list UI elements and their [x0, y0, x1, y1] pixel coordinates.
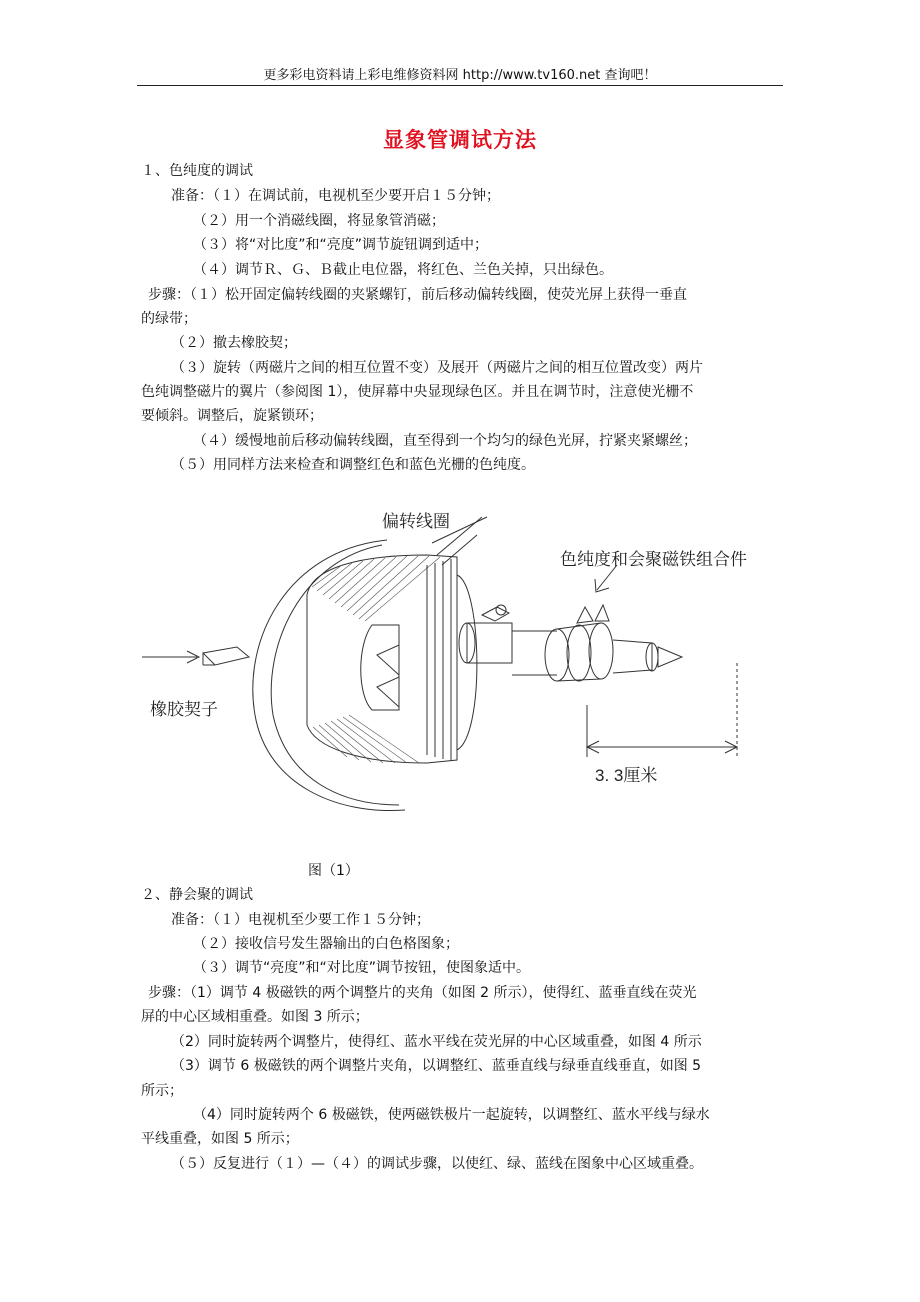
label-deflection-coil: 偏转线圈	[382, 512, 450, 531]
section1-prep-2: （２）用一个消磁线圈，将显象管消磁；	[193, 213, 445, 229]
section2-step-3a: （3）调节 6 极磁铁的两个调整片夹角，以调整红、蓝垂直线与绿垂直线垂直，如图 5	[171, 1058, 702, 1074]
label-rubber-wedge: 橡胶契子	[150, 700, 218, 719]
section1-step-1b: 的绿带；	[141, 311, 197, 327]
section2-heading: ２、静会聚的调试	[141, 887, 253, 903]
page-header: 更多彩电资料请上彩电维修资料网 http://www.tv160.net 查询吧！	[263, 68, 657, 83]
section2-step-1b: 屏的中心区域相重叠。如图 3 所示；	[141, 1009, 369, 1025]
figure-1	[137, 495, 797, 840]
section2-step-4a: （4）同时旋转两个 6 极磁铁，使两磁铁极片一起旋转，以调整红、蓝水平线与绿水	[193, 1107, 710, 1123]
label-length: 3. 3厘米	[595, 766, 658, 785]
header-rule	[137, 85, 783, 86]
section1-step-3c: 要倾斜。调整后，旋紧锁环；	[141, 408, 323, 424]
section2-prep-2: （２）接收信号发生器输出的白色格图象；	[193, 936, 459, 952]
section1-step-3a: （３）旋转（两磁片之间的相互位置不变）及展开（两磁片之间的相互位置改变）两片	[171, 360, 703, 376]
section1-step-1a: 步骤：（１）松开固定偏转线圈的夹紧螺钉，前后移动偏转线圈，使荧光屏上获得一垂直	[148, 287, 687, 303]
section1-step-4: （４）缓慢地前后移动偏转线圈，直至得到一个均匀的绿色光屏，拧紧夹紧螺丝；	[193, 433, 697, 449]
section2-step-1a: 步骤：（1）调节 4 极磁铁的两个调整片的夹角（如图 2 所示），使得红、蓝垂直线在荧光	[148, 985, 697, 1001]
section1-step-3b: 色纯调整磁片的翼片（参阅图 1），使屏幕中央显现绿色区。并且在调节时，注意使光栅不	[141, 384, 694, 400]
section2-step-5: （５）反复进行（１）—（４）的调试步骤，以使红、绿、蓝线在图象中心区域重叠。	[171, 1156, 703, 1172]
section1-prep-3: （３）将“对比度”和“亮度”调节旋钮调到适中；	[193, 237, 489, 253]
section1-prep-4: （４）调节Ｒ、Ｇ、Ｂ截止电位器，将红色、兰色关掉，只出绿色。	[193, 262, 613, 278]
section2-step-2: （2）同时旋转两个调整片，使得红、蓝水平线在荧光屏的中心区域重叠，如图 4 所示	[171, 1034, 702, 1050]
section2-prep-3: （３）调节“亮度”和“对比度”调节按钮，使图象适中。	[193, 960, 531, 976]
section2-step-3b: 所示；	[141, 1083, 183, 1099]
section1-step-5: （５）用同样方法来检查和调整红色和蓝色光栅的色纯度。	[171, 457, 535, 473]
section2-step-4b: 平线重叠，如图 5 所示；	[141, 1131, 299, 1147]
document-title: 显象管调试方法	[383, 128, 537, 152]
label-magnet-assembly: 色纯度和会聚磁铁组合件	[560, 550, 747, 569]
section2-prep-1: 准备：（１）电视机至少要工作１５分钟；	[171, 912, 430, 928]
section1-step-2: （２）撤去橡胶契；	[171, 335, 297, 351]
section1-prep-1: 准备：（１）在调试前，电视机至少要开启１５分钟；	[171, 188, 500, 204]
figure-caption: 图（1）	[308, 863, 359, 879]
section1-heading: １、色纯度的调试	[141, 163, 253, 179]
